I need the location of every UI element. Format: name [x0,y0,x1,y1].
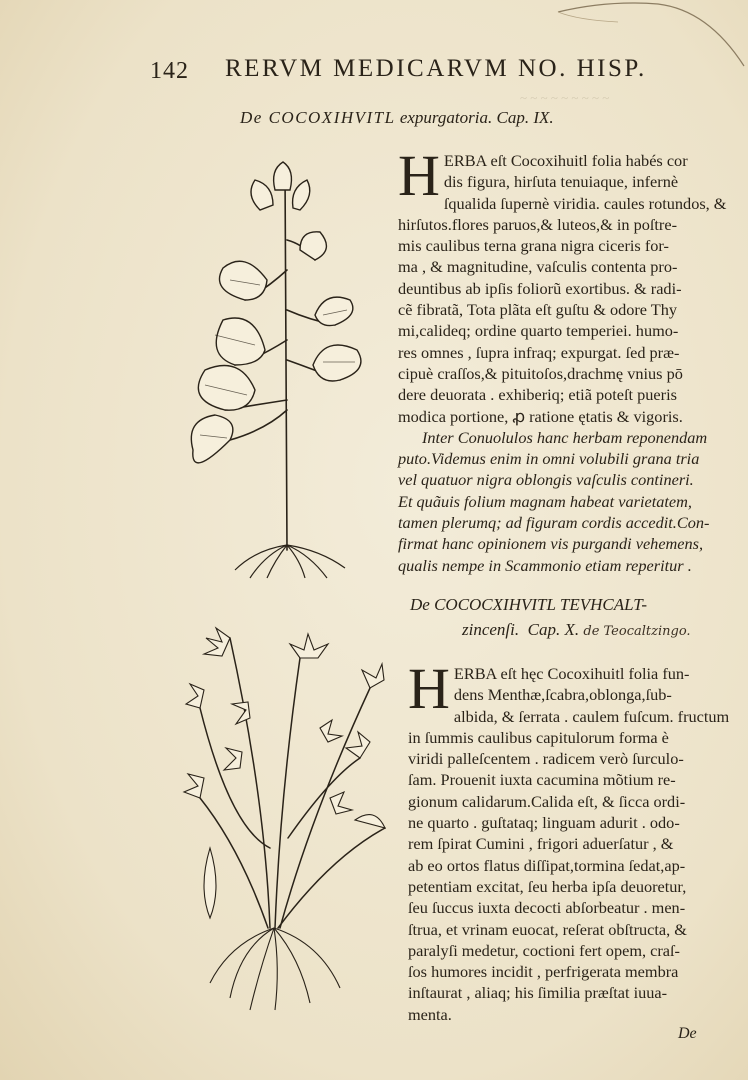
text-line: viridi palleſcentem . radicem verò ſurculo- [408,749,684,769]
italic-line: Et quãuis folium magnam habeat varietatem, [398,491,692,511]
text-line: paralyſi medetur, coctioni fert opem, craſ- [408,940,680,960]
text-line: ſtrua, et vrinam euocat, reſerat obſtructa, & [408,919,687,939]
text-line: ſeu ſuccus iuxta decocti abſorbeatur . men- [408,898,686,918]
plant-illustration-2 [170,598,400,1013]
italic-line: vel quatuor nigra oblongis vaſculis contineri. [398,470,694,490]
text-line: inſtaurat , aliaq; his ſimilia præſtat iuua- [408,983,668,1003]
page-number: 142 [150,58,189,84]
chapter-x-title-line1: De COCOCXIHVITL TEVHCALT- [410,595,648,614]
chapter-x-text [408,656,730,1025]
text-line: ab eo ortos flatus diſſipat,tormina ſedat,ap- [408,855,686,875]
bleed-through-text: ~ ~ ~ ~ ~ ~ ~ ~ ~ [520,90,610,105]
text-line: dere deuorata . exhiberiq; etiã poteſt pueris [398,385,677,405]
text-line: ERBA eſt hęc Cocoxihuitl folia fun- [453,664,690,683]
text-line: ne quarto . guſtataq; linguam adurit . odo- [408,813,680,833]
text-line: ma , & magnitudine, vaſculis contenta pro- [398,257,678,277]
text-line: hirſutos.flores paruos,& luteos,& in poſtre- [398,214,677,234]
handwritten-annotation: de Teocaltzingo. [583,624,691,639]
italic-line: tamen plerumq; ad figuram cordis accedit.Con- [398,513,710,533]
catchword: De [678,1025,697,1042]
text-line: rem ſpirat Cumini , frigori aduerſatur , & [408,834,674,854]
text-line: cẽ fibratã, Tota plãta eſt guſtu & odore Thy [398,300,678,320]
italic-line: puto.Videmus enim in omni volubili grana tria [398,449,700,469]
chapter-x-dropcap: H [408,656,450,721]
text-line: ERBA eſt Cocoxihuitl folia habés cor [443,151,688,170]
text-line: dens Menthæ,ſcabra,oblonga,ſub- [453,685,672,705]
chapter-ix-text [398,143,727,576]
chapter-ix-title-rest: expurgatoria. Cap. IX. [399,108,554,127]
text-line: menta. [408,1004,452,1024]
text-line: ſos humores incidit , perfrigerata membra [408,962,679,982]
chapter-x-title-line2 [462,620,691,640]
chapter-ix-title-caps: De COCOXIHVITL [240,108,396,127]
text-line: deuntibus ab ipſis foliorũ exortibus. & radi- [398,278,682,298]
text-line: petentiam excitat, ſeu herba ipſa deuoretur, [408,876,687,896]
plant-illustration-1 [175,150,375,580]
text-line: ſqualida ſupernè viridia. caules rotundos, & [443,193,727,213]
text-line: mis caulibus terna grana nigra ciceris for- [398,236,669,256]
text-line: gionum calidarum.Calida eſt, & ſicca ordi- [408,791,686,811]
text-line: albida, & ſerrata . caulem fuſcum. fructum [453,706,730,726]
text-line: res omnes , ſupra infraq; expurgat. ſed præ- [398,342,680,362]
chapter-ix-title [240,108,554,128]
text-line: in ſummis caulibus capitulorum forma è [408,727,669,747]
italic-line: firmat hanc opinionem vis purgandi vehemens, [398,534,704,554]
text-line: cipuè craſſos,& pituitoſos,drachmę vnius pō [398,363,683,383]
text-line: mi,calideq; ordine quarto temperiei. humo- [398,321,679,341]
text-line: ſam. Prouenit iuxta cacumina mõtium re- [408,770,676,790]
chapter-x-title-place: zincenſi. [462,620,520,639]
running-head: RERVM MEDICARVM NO. HISP. [225,55,647,82]
chapter-ix-dropcap: H [398,143,440,208]
text-line: dis figura, hirſuta tenuiaque, infernè [443,172,679,192]
italic-line: qualis nempe in Scammonio etiam reperitur . [398,555,692,575]
text-line: modica portione, ꝓ ratione ętatis & vigoris. [398,406,683,426]
chapter-x-title-cap: Cap. X. [527,620,580,639]
italic-line: Inter Conuolulos hanc herbam reponendam [422,427,708,447]
